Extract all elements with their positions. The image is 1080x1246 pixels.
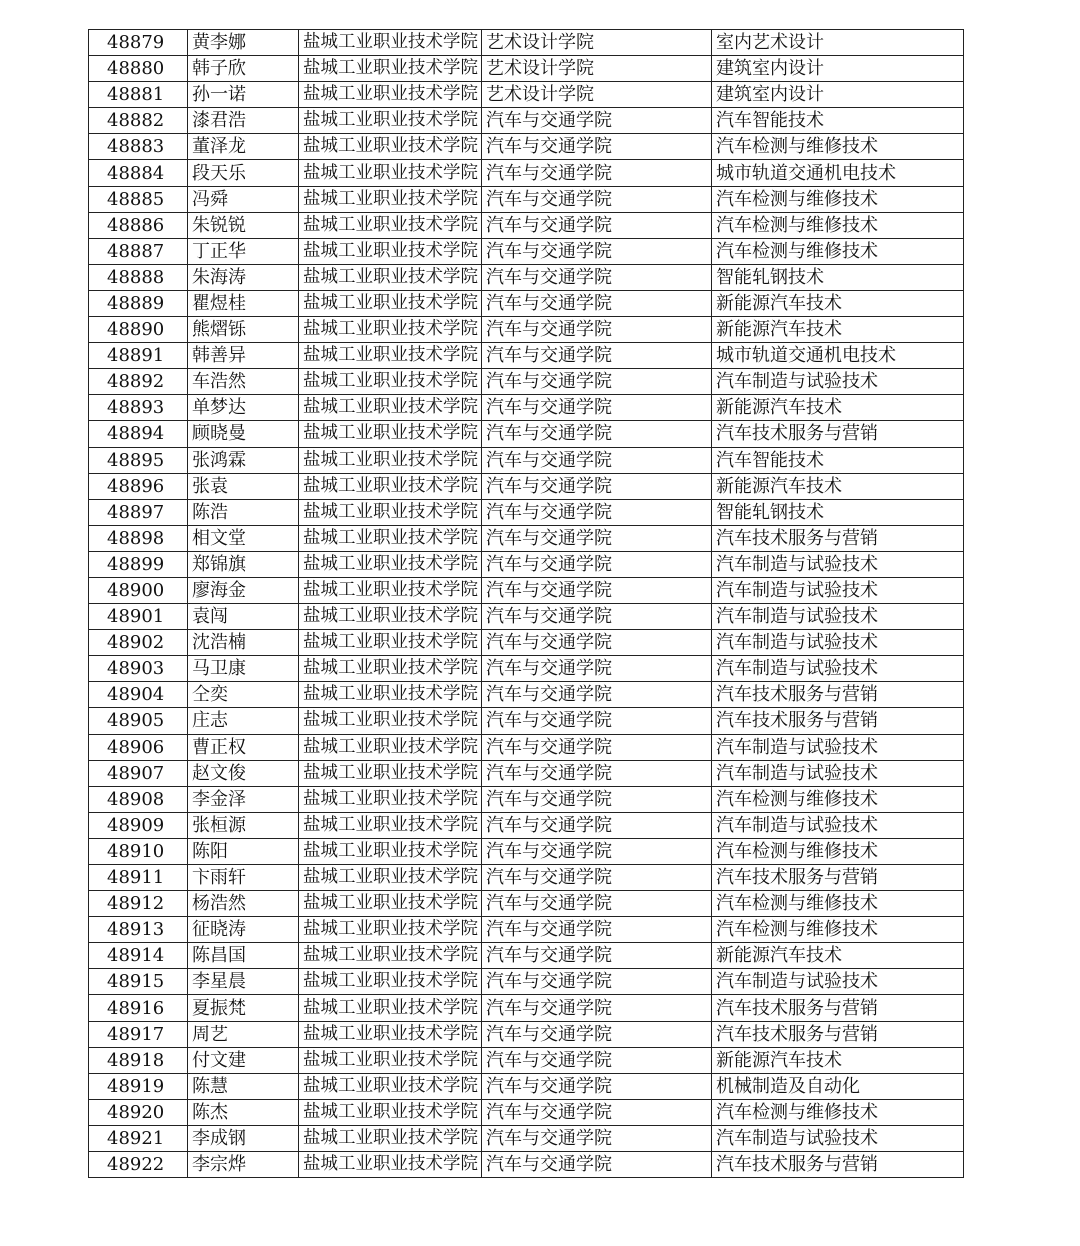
cell-major: 新能源汽车技术	[712, 395, 964, 421]
cell-major: 城市轨道交通机电技术	[712, 343, 964, 369]
cell-college: 汽车与交通学院	[482, 708, 712, 734]
cell-college: 汽车与交通学院	[482, 395, 712, 421]
cell-school: 盐城工业职业技术学院	[299, 865, 482, 891]
cell-school: 盐城工业职业技术学院	[299, 943, 482, 969]
cell-college: 艺术设计学院	[482, 82, 712, 108]
cell-name: 陈杰	[188, 1099, 299, 1125]
cell-major: 汽车制造与试验技术	[712, 630, 964, 656]
cell-college: 汽车与交通学院	[482, 969, 712, 995]
table-row	[89, 917, 964, 943]
cell-college: 汽车与交通学院	[482, 134, 712, 160]
cell-major: 汽车制造与试验技术	[712, 604, 964, 630]
cell-name: 张桓源	[188, 812, 299, 838]
cell-major: 汽车检测与维修技术	[712, 838, 964, 864]
cell-college: 汽车与交通学院	[482, 186, 712, 212]
table-row	[89, 577, 964, 603]
cell-school: 盐城工业职业技术学院	[299, 969, 482, 995]
cell-name: 冯舜	[188, 186, 299, 212]
cell-name: 韩子欣	[188, 56, 299, 82]
cell-number: 48906	[89, 734, 188, 760]
cell-number: 48910	[89, 838, 188, 864]
cell-number: 48887	[89, 238, 188, 264]
cell-major: 汽车检测与维修技术	[712, 134, 964, 160]
cell-number: 48896	[89, 473, 188, 499]
cell-name: 陈浩	[188, 499, 299, 525]
cell-college: 汽车与交通学院	[482, 499, 712, 525]
table-row	[89, 290, 964, 316]
cell-college: 汽车与交通学院	[482, 1047, 712, 1073]
cell-name: 董泽龙	[188, 134, 299, 160]
table-row	[89, 82, 964, 108]
cell-college: 汽车与交通学院	[482, 212, 712, 238]
table-row	[89, 786, 964, 812]
cell-school: 盐城工业职业技术学院	[299, 1125, 482, 1151]
cell-name: 夏振梵	[188, 995, 299, 1021]
cell-number: 48907	[89, 760, 188, 786]
cell-school: 盐城工业职业技术学院	[299, 760, 482, 786]
cell-college: 艺术设计学院	[482, 30, 712, 56]
cell-name: 车浩然	[188, 369, 299, 395]
table-row	[89, 1152, 964, 1178]
cell-name: 李星晨	[188, 969, 299, 995]
cell-name: 庄志	[188, 708, 299, 734]
cell-college: 汽车与交通学院	[482, 1073, 712, 1099]
cell-college: 汽车与交通学院	[482, 786, 712, 812]
cell-number: 48889	[89, 290, 188, 316]
cell-number: 48916	[89, 995, 188, 1021]
cell-number: 48919	[89, 1073, 188, 1099]
cell-name: 郑锦旗	[188, 551, 299, 577]
cell-major: 汽车检测与维修技术	[712, 1099, 964, 1125]
cell-school: 盐城工业职业技术学院	[299, 1073, 482, 1099]
cell-major: 汽车制造与试验技术	[712, 1125, 964, 1151]
cell-name: 付文建	[188, 1047, 299, 1073]
cell-number: 48886	[89, 212, 188, 238]
cell-school: 盐城工业职业技术学院	[299, 82, 482, 108]
cell-major: 新能源汽车技术	[712, 943, 964, 969]
cell-major: 建筑室内设计	[712, 56, 964, 82]
cell-major: 汽车检测与维修技术	[712, 917, 964, 943]
table-row	[89, 108, 964, 134]
cell-number: 48895	[89, 447, 188, 473]
cell-name: 马卫康	[188, 656, 299, 682]
cell-name: 张鸿霖	[188, 447, 299, 473]
table-row	[89, 551, 964, 577]
cell-school: 盐城工业职业技术学院	[299, 1047, 482, 1073]
cell-college: 汽车与交通学院	[482, 630, 712, 656]
table-row	[89, 812, 964, 838]
cell-number: 48891	[89, 343, 188, 369]
table-row	[89, 395, 964, 421]
cell-school: 盐城工业职业技术学院	[299, 525, 482, 551]
cell-major: 汽车智能技术	[712, 108, 964, 134]
cell-name: 瞿煜桂	[188, 290, 299, 316]
cell-number: 48897	[89, 499, 188, 525]
cell-college: 汽车与交通学院	[482, 917, 712, 943]
cell-number: 48918	[89, 1047, 188, 1073]
cell-college: 汽车与交通学院	[482, 160, 712, 186]
cell-number: 48885	[89, 186, 188, 212]
cell-school: 盐城工业职业技术学院	[299, 734, 482, 760]
cell-major: 汽车制造与试验技术	[712, 812, 964, 838]
cell-name: 沈浩楠	[188, 630, 299, 656]
cell-name: 征晓涛	[188, 917, 299, 943]
cell-major: 汽车技术服务与营销	[712, 421, 964, 447]
cell-name: 丁正华	[188, 238, 299, 264]
cell-college: 汽车与交通学院	[482, 995, 712, 1021]
cell-major: 汽车检测与维修技术	[712, 891, 964, 917]
cell-number: 48904	[89, 682, 188, 708]
cell-school: 盐城工业职业技术学院	[299, 551, 482, 577]
table-row	[89, 1073, 964, 1099]
table-row	[89, 134, 964, 160]
cell-name: 袁闯	[188, 604, 299, 630]
cell-school: 盐城工业职业技术学院	[299, 108, 482, 134]
cell-college: 汽车与交通学院	[482, 525, 712, 551]
cell-school: 盐城工业职业技术学院	[299, 995, 482, 1021]
cell-name: 陈昌国	[188, 943, 299, 969]
table-row	[89, 421, 964, 447]
table-row	[89, 838, 964, 864]
cell-number: 48893	[89, 395, 188, 421]
cell-name: 周艺	[188, 1021, 299, 1047]
cell-major: 汽车智能技术	[712, 447, 964, 473]
cell-school: 盐城工业职业技术学院	[299, 1021, 482, 1047]
cell-name: 李金泽	[188, 786, 299, 812]
cell-college: 汽车与交通学院	[482, 1152, 712, 1178]
cell-number: 48908	[89, 786, 188, 812]
cell-number: 48913	[89, 917, 188, 943]
table-row	[89, 630, 964, 656]
table-row	[89, 760, 964, 786]
cell-college: 汽车与交通学院	[482, 473, 712, 499]
cell-number: 48903	[89, 656, 188, 682]
table-row	[89, 525, 964, 551]
cell-major: 汽车技术服务与营销	[712, 708, 964, 734]
cell-college: 汽车与交通学院	[482, 812, 712, 838]
cell-college: 汽车与交通学院	[482, 1099, 712, 1125]
cell-school: 盐城工业职业技术学院	[299, 812, 482, 838]
cell-name: 李宗烨	[188, 1152, 299, 1178]
cell-number: 48900	[89, 577, 188, 603]
cell-number: 48905	[89, 708, 188, 734]
cell-name: 李成钢	[188, 1125, 299, 1151]
cell-school: 盐城工业职业技术学院	[299, 343, 482, 369]
cell-name: 朱锐锐	[188, 212, 299, 238]
cell-major: 新能源汽车技术	[712, 1047, 964, 1073]
cell-number: 48892	[89, 369, 188, 395]
table-row	[89, 865, 964, 891]
cell-name: 黄李娜	[188, 30, 299, 56]
cell-name: 熊熠铄	[188, 317, 299, 343]
cell-name: 曹正权	[188, 734, 299, 760]
table-row	[89, 186, 964, 212]
cell-major: 汽车制造与试验技术	[712, 369, 964, 395]
cell-major: 汽车技术服务与营销	[712, 682, 964, 708]
cell-name: 朱海涛	[188, 264, 299, 290]
cell-college: 汽车与交通学院	[482, 447, 712, 473]
cell-number: 48921	[89, 1125, 188, 1151]
cell-number: 48880	[89, 56, 188, 82]
cell-name: 陈慧	[188, 1073, 299, 1099]
cell-name: 赵文俊	[188, 760, 299, 786]
cell-school: 盐城工业职业技术学院	[299, 421, 482, 447]
table-row	[89, 264, 964, 290]
cell-college: 汽车与交通学院	[482, 1125, 712, 1151]
cell-major: 汽车检测与维修技术	[712, 786, 964, 812]
cell-school: 盐城工业职业技术学院	[299, 499, 482, 525]
cell-number: 48899	[89, 551, 188, 577]
cell-number: 48915	[89, 969, 188, 995]
cell-college: 汽车与交通学院	[482, 943, 712, 969]
cell-major: 汽车制造与试验技术	[712, 969, 964, 995]
cell-number: 48884	[89, 160, 188, 186]
cell-major: 汽车制造与试验技术	[712, 656, 964, 682]
table-row	[89, 499, 964, 525]
cell-major: 新能源汽车技术	[712, 473, 964, 499]
cell-college: 汽车与交通学院	[482, 891, 712, 917]
cell-number: 48898	[89, 525, 188, 551]
cell-major: 汽车制造与试验技术	[712, 577, 964, 603]
cell-college: 汽车与交通学院	[482, 317, 712, 343]
cell-major: 机械制造及自动化	[712, 1073, 964, 1099]
cell-name: 韩善异	[188, 343, 299, 369]
cell-college: 汽车与交通学院	[482, 1021, 712, 1047]
cell-school: 盐城工业职业技术学院	[299, 56, 482, 82]
table-row	[89, 30, 964, 56]
cell-name: 段天乐	[188, 160, 299, 186]
cell-school: 盐城工业职业技术学院	[299, 134, 482, 160]
table-row	[89, 369, 964, 395]
cell-number: 48890	[89, 317, 188, 343]
table-row	[89, 212, 964, 238]
cell-college: 汽车与交通学院	[482, 369, 712, 395]
cell-name: 杨浩然	[188, 891, 299, 917]
cell-college: 汽车与交通学院	[482, 238, 712, 264]
cell-college: 汽车与交通学院	[482, 421, 712, 447]
table-row	[89, 343, 964, 369]
cell-number: 48914	[89, 943, 188, 969]
cell-school: 盐城工业职业技术学院	[299, 786, 482, 812]
table-row	[89, 969, 964, 995]
table-row	[89, 1021, 964, 1047]
cell-major: 汽车检测与维修技术	[712, 186, 964, 212]
cell-name: 相文堂	[188, 525, 299, 551]
cell-number: 48912	[89, 891, 188, 917]
cell-school: 盐城工业职业技术学院	[299, 264, 482, 290]
cell-college: 汽车与交通学院	[482, 604, 712, 630]
cell-major: 汽车技术服务与营销	[712, 525, 964, 551]
cell-college: 汽车与交通学院	[482, 577, 712, 603]
table-row	[89, 656, 964, 682]
cell-major: 汽车检测与维修技术	[712, 238, 964, 264]
cell-school: 盐城工业职业技术学院	[299, 891, 482, 917]
table-row	[89, 56, 964, 82]
cell-name: 张袁	[188, 473, 299, 499]
cell-number: 48902	[89, 630, 188, 656]
cell-college: 汽车与交通学院	[482, 108, 712, 134]
cell-major: 智能轧钢技术	[712, 264, 964, 290]
table-row	[89, 604, 964, 630]
cell-number: 48879	[89, 30, 188, 56]
cell-school: 盐城工业职业技术学院	[299, 447, 482, 473]
cell-name: 顾晓曼	[188, 421, 299, 447]
table-row	[89, 682, 964, 708]
cell-college: 汽车与交通学院	[482, 734, 712, 760]
cell-number: 48883	[89, 134, 188, 160]
cell-school: 盐城工业职业技术学院	[299, 708, 482, 734]
cell-college: 汽车与交通学院	[482, 838, 712, 864]
cell-school: 盐城工业职业技术学院	[299, 317, 482, 343]
cell-major: 新能源汽车技术	[712, 317, 964, 343]
table-row	[89, 473, 964, 499]
cell-school: 盐城工业职业技术学院	[299, 160, 482, 186]
table-row	[89, 1099, 964, 1125]
cell-major: 汽车技术服务与营销	[712, 865, 964, 891]
cell-number: 48909	[89, 812, 188, 838]
cell-number: 48881	[89, 82, 188, 108]
cell-school: 盐城工业职业技术学院	[299, 682, 482, 708]
cell-major: 汽车制造与试验技术	[712, 760, 964, 786]
cell-school: 盐城工业职业技术学院	[299, 656, 482, 682]
cell-number: 48911	[89, 865, 188, 891]
table-row	[89, 734, 964, 760]
cell-name: 卞雨轩	[188, 865, 299, 891]
cell-college: 汽车与交通学院	[482, 865, 712, 891]
table-row	[89, 1125, 964, 1151]
cell-school: 盐城工业职业技术学院	[299, 369, 482, 395]
table-row	[89, 447, 964, 473]
cell-school: 盐城工业职业技术学院	[299, 30, 482, 56]
cell-number: 48917	[89, 1021, 188, 1047]
cell-school: 盐城工业职业技术学院	[299, 395, 482, 421]
cell-college: 汽车与交通学院	[482, 682, 712, 708]
cell-college: 汽车与交通学院	[482, 551, 712, 577]
cell-major: 汽车检测与维修技术	[712, 212, 964, 238]
cell-school: 盐城工业职业技术学院	[299, 238, 482, 264]
cell-school: 盐城工业职业技术学院	[299, 1152, 482, 1178]
cell-school: 盐城工业职业技术学院	[299, 577, 482, 603]
table-row	[89, 238, 964, 264]
cell-college: 汽车与交通学院	[482, 343, 712, 369]
cell-name: 仝奕	[188, 682, 299, 708]
cell-school: 盐城工业职业技术学院	[299, 1099, 482, 1125]
cell-school: 盐城工业职业技术学院	[299, 290, 482, 316]
cell-school: 盐城工业职业技术学院	[299, 473, 482, 499]
cell-school: 盐城工业职业技术学院	[299, 838, 482, 864]
cell-number: 48901	[89, 604, 188, 630]
cell-major: 汽车制造与试验技术	[712, 551, 964, 577]
cell-name: 漆君浩	[188, 108, 299, 134]
table-row	[89, 317, 964, 343]
cell-major: 室内艺术设计	[712, 30, 964, 56]
cell-major: 城市轨道交通机电技术	[712, 160, 964, 186]
cell-college: 汽车与交通学院	[482, 264, 712, 290]
cell-school: 盐城工业职业技术学院	[299, 630, 482, 656]
cell-number: 48894	[89, 421, 188, 447]
cell-name: 陈阳	[188, 838, 299, 864]
roster-table-body	[89, 30, 964, 1178]
cell-school: 盐城工业职业技术学院	[299, 212, 482, 238]
cell-number: 48922	[89, 1152, 188, 1178]
cell-college: 汽车与交通学院	[482, 656, 712, 682]
roster-table	[88, 29, 964, 1178]
cell-name: 单梦达	[188, 395, 299, 421]
cell-school: 盐城工业职业技术学院	[299, 917, 482, 943]
cell-major: 智能轧钢技术	[712, 499, 964, 525]
cell-major: 新能源汽车技术	[712, 290, 964, 316]
cell-college: 艺术设计学院	[482, 56, 712, 82]
table-row	[89, 891, 964, 917]
cell-major: 汽车制造与试验技术	[712, 734, 964, 760]
cell-number: 48888	[89, 264, 188, 290]
cell-major: 汽车技术服务与营销	[712, 1152, 964, 1178]
cell-number: 48920	[89, 1099, 188, 1125]
cell-college: 汽车与交通学院	[482, 290, 712, 316]
table-row	[89, 943, 964, 969]
cell-name: 廖海金	[188, 577, 299, 603]
table-row	[89, 160, 964, 186]
cell-number: 48882	[89, 108, 188, 134]
cell-major: 汽车技术服务与营销	[712, 1021, 964, 1047]
cell-name: 孙一诺	[188, 82, 299, 108]
cell-school: 盐城工业职业技术学院	[299, 186, 482, 212]
table-row	[89, 995, 964, 1021]
table-row	[89, 708, 964, 734]
cell-school: 盐城工业职业技术学院	[299, 604, 482, 630]
cell-major: 建筑室内设计	[712, 82, 964, 108]
table-row	[89, 1047, 964, 1073]
cell-major: 汽车技术服务与营销	[712, 995, 964, 1021]
cell-college: 汽车与交通学院	[482, 760, 712, 786]
